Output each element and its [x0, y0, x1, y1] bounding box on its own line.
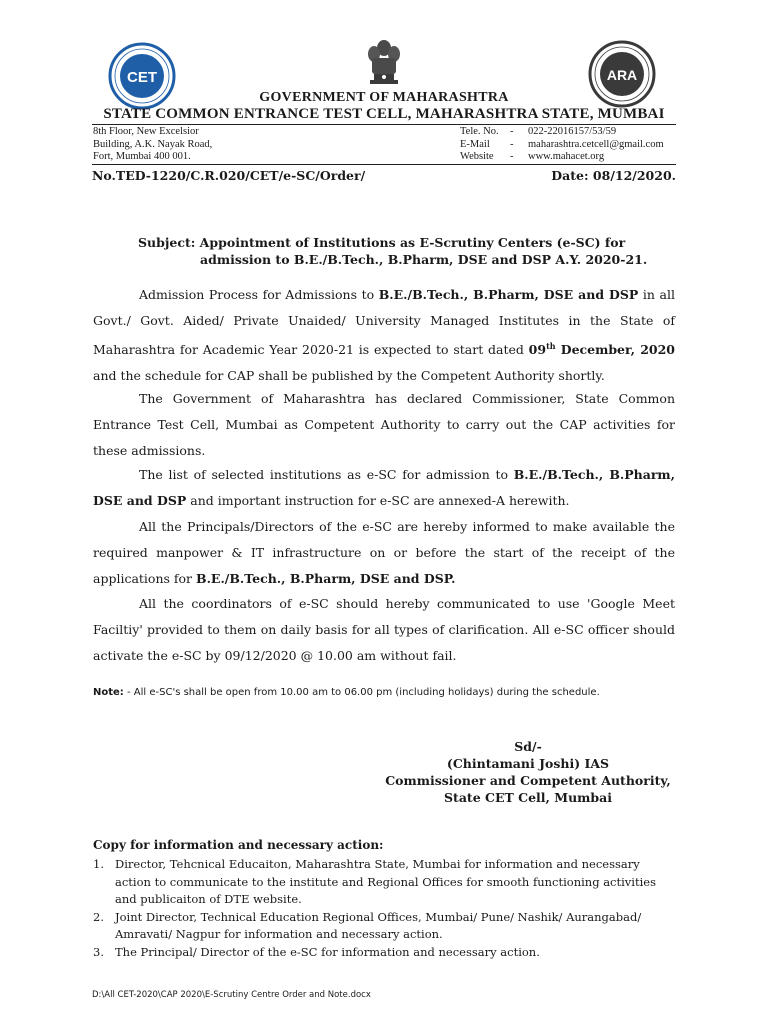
paragraph-admission-process [93, 282, 675, 388]
para-text: and the schedule for CAP shall be published by the Competent Authority shortly. [93, 367, 605, 383]
signatory-name: (Chintamani Joshi) IAS [446, 756, 610, 771]
para-bold: B.E./B.Tech., B.Pharm, DSE and DSP. [196, 570, 456, 586]
contact-value: 022-22016157/53/59 [528, 126, 617, 137]
copy-item-text: Director, Tehcnical Educaiton, Maharashtra State, Mumbai for information and necessary action to communicate to the institute and Regional Offices for smooth functioning activities and publicaiton of DTE website. [115, 857, 656, 906]
copy-item-number: 3. [93, 944, 104, 959]
copy-item [93, 856, 675, 909]
ara-logo-text: ARA [606, 67, 638, 83]
order-date: Date: 08/12/2020. [551, 168, 676, 183]
copy-item-text: Joint Director, Technical Education Regional Offices, Mumbai/ Pune/ Nashik/ Aurangabad/ Amravati/ Nagpur for information and necessary action. [115, 909, 642, 941]
copy-item [93, 909, 675, 944]
para-bold [529, 342, 675, 357]
para-text: All the Principals/Directors of the e-SC are hereby informed to make available the required manpower & IT infrastructure on or before the start of the receipt of the applications for [93, 519, 675, 586]
copy-item-number: 1. [93, 857, 104, 871]
contact-sep: - [510, 138, 514, 150]
contact-website [460, 151, 664, 164]
paragraph-principals [93, 514, 675, 591]
signatory-designation: Commissioner and Competent Authority, [385, 773, 671, 788]
paragraph-competent-authority: The Government of Maharashtra has declared Commissioner, State Common Entrance Test Cell, Mumbai as Competent Authority to carry out the CAP activities for these admissions. [93, 391, 675, 458]
file-path-footer: D:\All CET-2020\CAP 2020\E-Scrutiny Centre Order and Note.docx [92, 990, 371, 1000]
contact-label: Website [460, 151, 494, 162]
copy-item-number: 2. [93, 909, 104, 924]
header-rule-top [92, 124, 676, 125]
copy-heading: Copy for information and necessary action: [93, 838, 384, 852]
paragraph-selected-institutions [93, 462, 675, 514]
contact-value[interactable]: www.mahacet.org [528, 151, 605, 162]
note-line [93, 687, 600, 698]
reference-line [92, 168, 676, 183]
paragraph-coordinators: All the coordinators of e-SC should hereby communicated to use 'Google Meet Faciltiy' provided to them on daily basis for all types of clarification. All e-SC officer should activate the e-SC by 09/12/2020 @ 10.00 am without fail. [93, 596, 675, 663]
copy-item [93, 944, 675, 962]
address-line: Fort, Mumbai 400 001. [93, 151, 191, 162]
para-bold-date: 09 [528, 341, 547, 357]
contact-sep: - [510, 151, 514, 162]
signatory-office: State CET Cell, Mumbai [444, 790, 612, 805]
state-emblem [360, 34, 408, 86]
note-text: - All e-SC's shall be open from 10.00 am to 06.00 pm (including holidays) during the schedule. [123, 687, 600, 698]
para-bold-date: December, 2020 [555, 341, 675, 357]
contact-phone [460, 126, 664, 139]
contact-block [460, 126, 664, 164]
note-label: Note: [93, 687, 124, 698]
para-text: Admission Process for Admissions to [139, 287, 379, 302]
contact-value[interactable]: maharashtra.cetcell@gmail.com [528, 138, 664, 150]
office-address [93, 126, 212, 164]
contact-email [460, 139, 664, 152]
para-bold: B.E./B.Tech., B.Pharm, DSE and DSP [378, 287, 639, 302]
office-heading: STATE COMMON ENTRANCE TEST CELL, MAHARASHTRA STATE, MUMBAI [103, 106, 665, 122]
subject-line-2: admission to B.E./B.Tech., B.Pharm, DSE and DSP A.Y. 2020-21. [200, 252, 648, 267]
government-heading: GOVERNMENT OF MAHARASHTRA [259, 90, 509, 105]
copy-list [93, 856, 675, 961]
contact-sep: - [510, 126, 514, 137]
order-number: No.TED-1220/C.R.020/CET/e-SC/Order/ [92, 168, 366, 183]
para-text: The list of selected institutions as e-SC for admission to [139, 467, 514, 482]
contact-label: E-Mail [460, 138, 490, 150]
address-line: Building, A.K. Nayak Road, [93, 138, 213, 150]
para-superscript: th [546, 340, 556, 351]
address-line: 8th Floor, New Excelsior [93, 126, 199, 137]
cet-logo-text: CET [127, 69, 157, 86]
para-bold: B.E./B.Tech., B.Pharm, DSE and DSP [93, 467, 675, 508]
copy-item-text: The Principal/ Director of the e-SC for information and necessary action. [115, 944, 540, 959]
signature-sd: Sd/- [514, 739, 542, 754]
subject-line-1: Subject: Appointment of Institutions as E-Scrutiny Centers (e-SC) for [138, 235, 626, 250]
contact-label: Tele. No. [460, 126, 499, 137]
para-text: and important instruction for e-SC are annexed-A herewith. [186, 492, 570, 508]
header-rule-bottom [92, 164, 676, 165]
para-text: in all Govt./ Govt. Aided/ Private Unaided/ University Managed Institutes in the State of Maharashtra for Academic Year 2020-21 is expected to start dated [93, 287, 675, 357]
